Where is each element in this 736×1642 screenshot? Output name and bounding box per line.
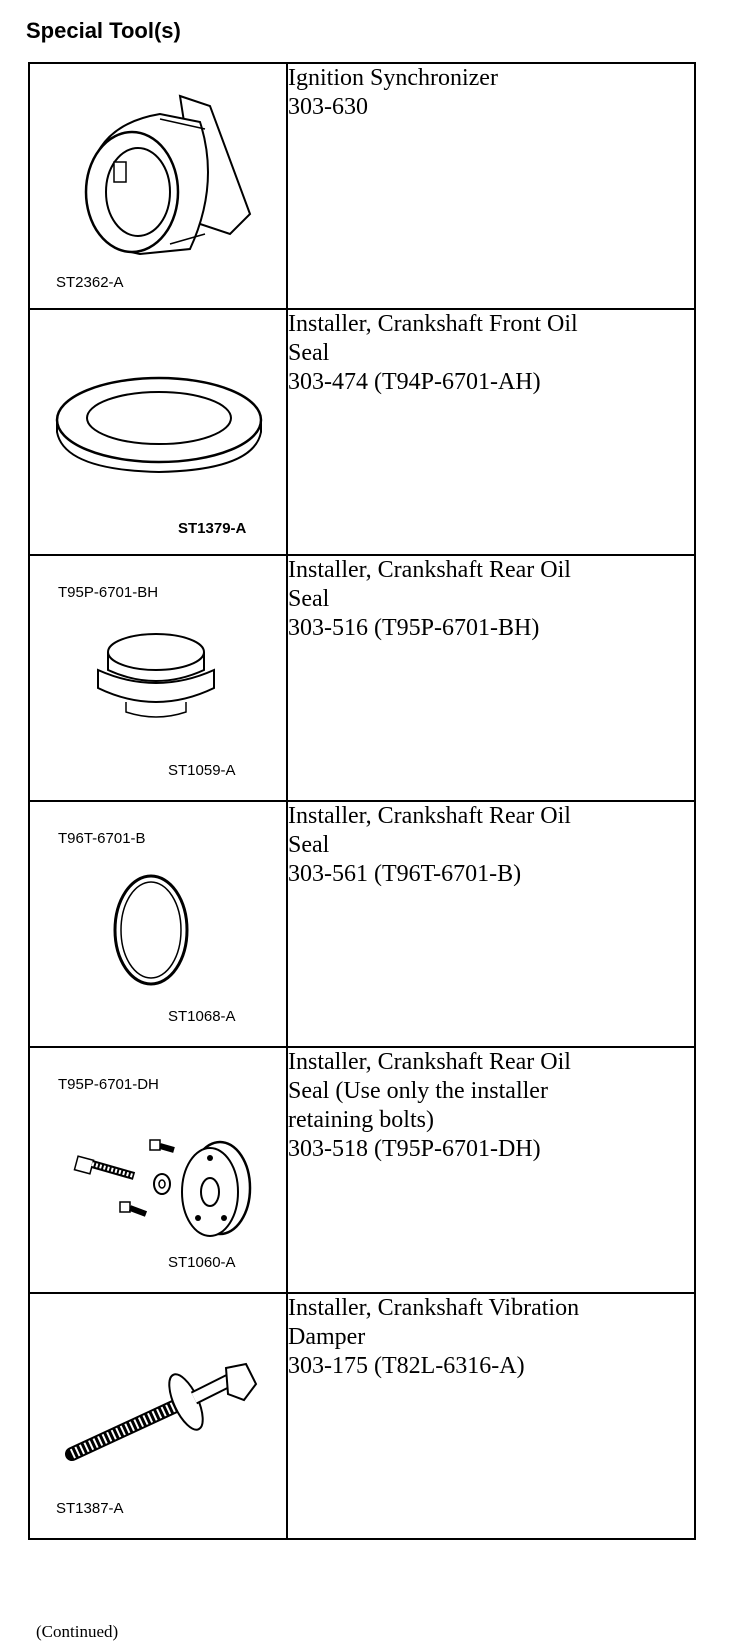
tool-description-cell — [287, 555, 695, 801]
ignition-synchronizer-icon — [60, 84, 260, 274]
section-heading: Special Tool(s) — [26, 18, 181, 43]
seal-installer-ring-icon — [44, 360, 274, 480]
tool-description-line: Seal — [288, 586, 330, 612]
tool-description-line: Damper — [288, 1324, 366, 1350]
figure-label: ST1379-A — [178, 520, 247, 537]
figure-label: ST1059-A — [168, 762, 236, 779]
part-number-label: T96T-6701-B — [58, 830, 146, 847]
tool-description-line: 303-561 (T96T-6701-B) — [288, 861, 522, 887]
installer-bolts-icon — [70, 1118, 260, 1238]
tool-description-line: Installer, Crankshaft Front Oil — [288, 311, 578, 337]
figure-label: ST2362-A — [56, 274, 124, 291]
special-tools-table — [28, 62, 696, 1540]
tool-image-cell — [29, 1293, 287, 1539]
tool-description-line: retaining bolts) — [288, 1107, 434, 1133]
tool-description-cell — [287, 801, 695, 1047]
table-row — [29, 1047, 695, 1293]
tool-description-cell — [287, 63, 695, 309]
tool-description-line: Ignition Synchronizer — [288, 65, 498, 91]
tool-description-line: 303-630 — [288, 94, 368, 120]
tool-description-line: 303-516 (T95P-6701-BH) — [288, 615, 540, 641]
figure-label: ST1060-A — [168, 1254, 236, 1271]
vibration-damper-installer-icon — [60, 1354, 260, 1474]
tool-description-line: Seal — [288, 832, 330, 858]
part-number-label: T95P-6701-DH — [58, 1076, 159, 1093]
tool-description-line: Installer, Crankshaft Rear Oil — [288, 803, 571, 829]
tool-description-line: 303-474 (T94P-6701-AH) — [288, 369, 541, 395]
tool-image-cell — [29, 1047, 287, 1293]
tool-image-cell — [29, 801, 287, 1047]
table-row — [29, 1293, 695, 1539]
tool-description-line: Seal (Use only the installer — [288, 1078, 548, 1104]
rear-seal-installer-icon — [86, 626, 226, 726]
tool-description-line: Seal — [288, 340, 330, 366]
figure-label: ST1387-A — [56, 1500, 124, 1517]
table-row — [29, 309, 695, 555]
tool-description-cell — [287, 1293, 695, 1539]
part-number-label: T95P-6701-BH — [58, 584, 159, 601]
tool-description-line: 303-175 (T82L-6316-A) — [288, 1353, 525, 1379]
seal-ring-icon — [106, 870, 196, 990]
tool-description-cell — [287, 1047, 695, 1293]
tool-description-line: Installer, Crankshaft Rear Oil — [288, 557, 571, 583]
table-row — [29, 63, 695, 309]
table-row — [29, 555, 695, 801]
tool-image-cell — [29, 309, 287, 555]
tool-description-line: 303-518 (T95P-6701-DH) — [288, 1136, 541, 1162]
tool-description-line: Installer, Crankshaft Rear Oil — [288, 1049, 571, 1075]
table-row — [29, 801, 695, 1047]
tool-image-cell — [29, 63, 287, 309]
tool-description-cell — [287, 309, 695, 555]
continued-note: (Continued) — [36, 1622, 119, 1641]
tool-description-line: Installer, Crankshaft Vibration — [288, 1295, 580, 1321]
tool-image-cell — [29, 555, 287, 801]
figure-label: ST1068-A — [168, 1008, 236, 1025]
